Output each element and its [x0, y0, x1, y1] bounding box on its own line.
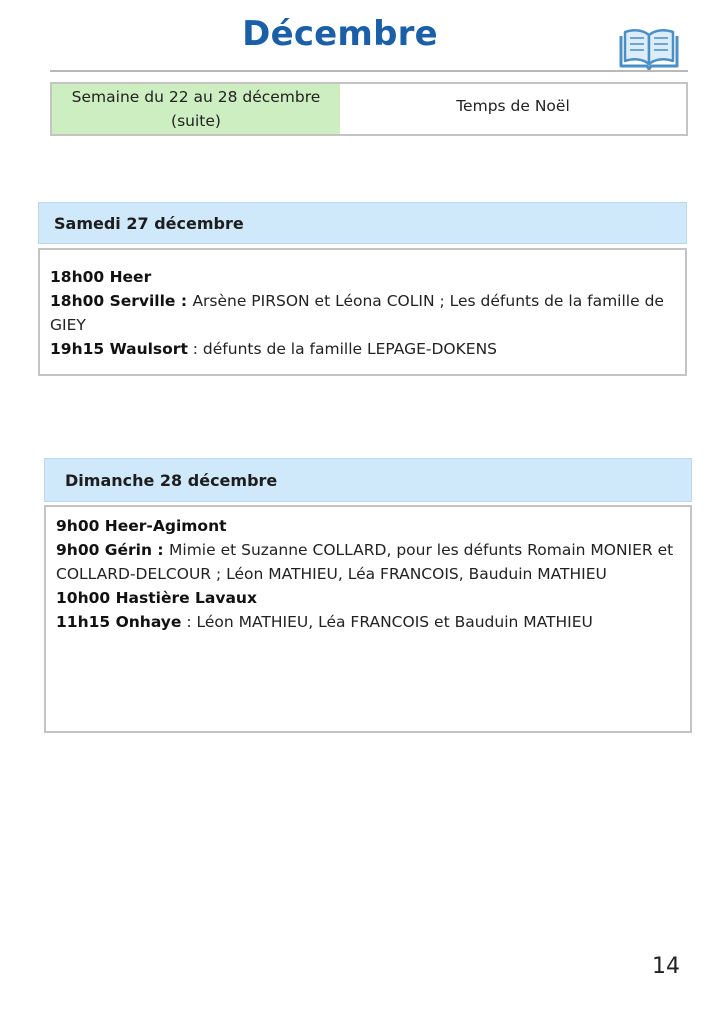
page-title: Décembre: [242, 14, 438, 54]
liturgical-season: Temps de Noël: [456, 97, 570, 115]
page-number: 14: [652, 954, 680, 979]
open-book-icon: [618, 26, 680, 70]
week-label: Semaine du 22 au 28 décembre (suite): [52, 84, 340, 134]
mass-entry: [50, 265, 675, 289]
mass-time-place: 19h15 Waulsort: [50, 340, 188, 358]
mass-entry: [56, 514, 680, 538]
day-heading-saturday: Samedi 27 décembre: [38, 202, 687, 244]
mass-time-place: 18h00 Heer: [50, 268, 152, 286]
week-table: [50, 82, 688, 136]
mass-intention: Arsène PIRSON et Léona COLIN ; Les défunts de la famille de GIEY: [50, 292, 664, 334]
mass-entry: [56, 586, 680, 610]
mass-intention: Mimie et Suzanne COLLARD, pour les défunts Romain MONIER et COLLARD-DELCOUR ; Léon MATHIEU, Léa FRANCOIS, Bauduin MATHIEU: [56, 541, 674, 583]
mass-entry: [56, 610, 680, 634]
mass-time-place: 18h00 Serville :: [50, 292, 193, 310]
mass-time-place: 9h00 Gérin :: [56, 541, 170, 559]
mass-entry: [50, 337, 675, 361]
day-box-sunday: [44, 505, 692, 733]
header-divider: [50, 70, 688, 72]
mass-time-place: 10h00 Hastière Lavaux: [56, 589, 257, 607]
mass-entry: [56, 538, 680, 586]
mass-time-place: 11h15 Onhaye: [56, 613, 182, 631]
mass-intention: : défunts de la famille LEPAGE-DOKENS: [187, 340, 498, 358]
mass-time-place: 9h00 Heer-Agimont: [56, 517, 227, 535]
day-heading-sunday: Dimanche 28 décembre: [44, 458, 692, 502]
mass-entry: [50, 289, 675, 337]
mass-intention: : Léon MATHIEU, Léa FRANCOIS et Bauduin MATHIEU: [181, 613, 593, 631]
day-box-saturday: [38, 248, 687, 376]
